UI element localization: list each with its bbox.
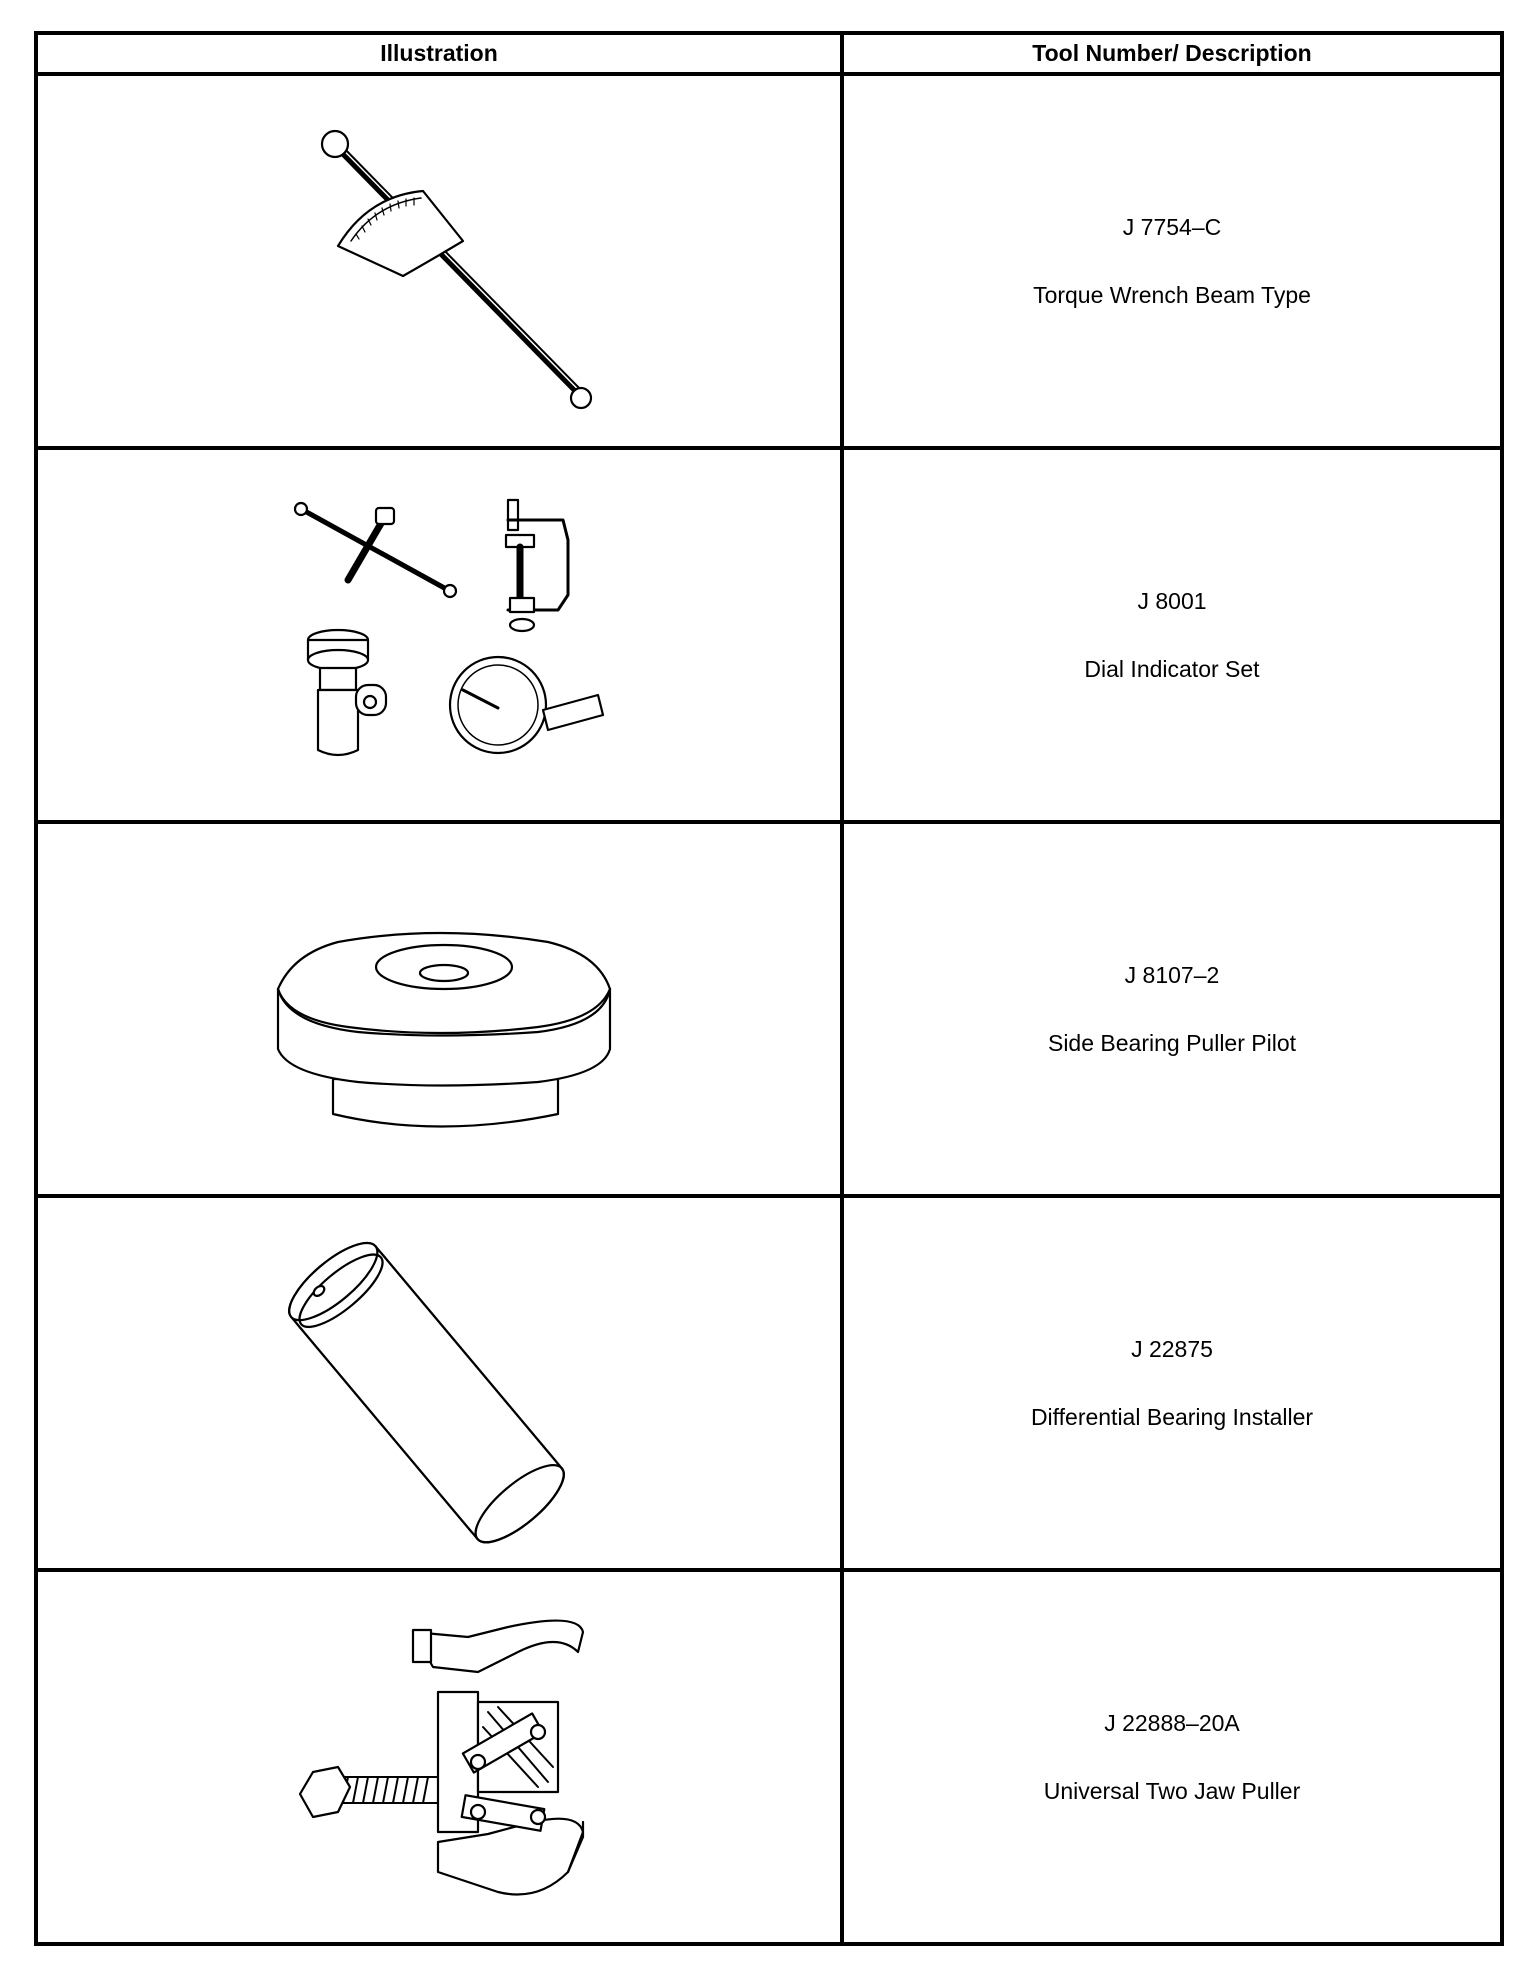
tool-number: J 22875 (1131, 1336, 1213, 1362)
tool-description: Torque Wrench Beam Type (1033, 282, 1311, 308)
tool-description: Differential Bearing Installer (1030, 1404, 1314, 1430)
tool-cell (842, 448, 1502, 822)
tool-cell (842, 822, 1502, 1196)
tool-number: J 7754–C (1122, 214, 1222, 240)
table-row (36, 448, 1502, 822)
torque-wrench-icon (38, 76, 844, 446)
puller-pilot-icon (38, 824, 844, 1194)
two-jaw-puller-icon (38, 1572, 844, 1942)
illustration-cell (36, 448, 842, 822)
table-row (36, 822, 1502, 1196)
tool-description: Dial Indicator Set (1084, 656, 1260, 682)
illustration-cell (36, 74, 842, 448)
illustration-cell (36, 822, 842, 1196)
header-row (36, 33, 1502, 74)
illustration-cell (36, 1570, 842, 1944)
tool-description: Universal Two Jaw Puller (1043, 1778, 1301, 1804)
tool-cell (842, 1570, 1502, 1944)
dial-indicator-set-icon (38, 450, 844, 820)
table-row (36, 1570, 1502, 1944)
bearing-installer-icon (38, 1198, 844, 1568)
tool-number: J 8107–2 (1124, 962, 1220, 988)
tool-cell (842, 74, 1502, 448)
table-row (36, 1196, 1502, 1570)
tool-header: Tool Number/ Description (842, 33, 1502, 74)
illustration-header: Illustration (36, 33, 842, 74)
illustration-cell (36, 1196, 842, 1570)
table-row (36, 74, 1502, 448)
tool-number: J 8001 (1137, 588, 1207, 614)
tool-number: J 22888–20A (1104, 1710, 1240, 1736)
special-tools-table (34, 31, 1504, 1946)
tool-cell (842, 1196, 1502, 1570)
tool-description: Side Bearing Puller Pilot (1047, 1030, 1297, 1056)
